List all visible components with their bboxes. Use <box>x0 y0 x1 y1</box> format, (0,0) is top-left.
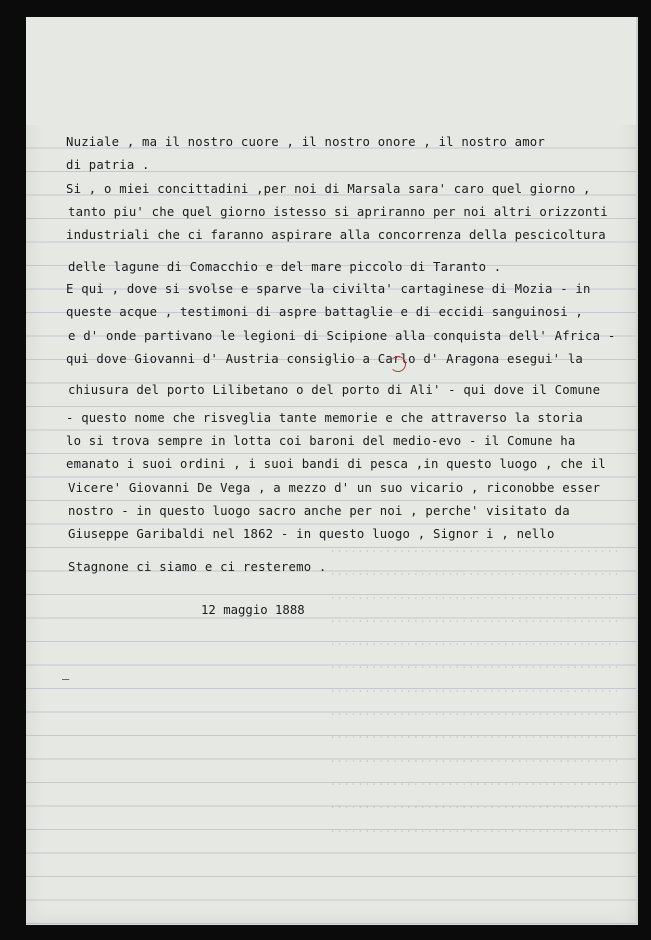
typewritten-page <box>26 17 638 925</box>
margin-dash: – <box>62 672 70 686</box>
text-line: - questo nome che risveglia tante memorie e che attraverso la storia <box>66 411 584 425</box>
document-date: 12 maggio 1888 <box>201 603 305 617</box>
text-line: qui dove Giovanni d' Austria consiglio a Carlo d' Aragona esegui' la <box>66 352 584 366</box>
text-line: tanto piu' che quel giorno istesso si apriranno per noi altri orizzonti <box>68 205 608 219</box>
text-line: emanato i suoi ordini , i suoi bandi di pesca ,in questo luogo , che il <box>66 457 606 471</box>
text-line: Vicere' Giovanni De Vega , a mezzo d' un suo vicario , riconobbe esser <box>68 481 601 495</box>
handwritten-mark <box>390 356 406 372</box>
text-line: chiusura del porto Lilibetano o del porto di Ali' - qui dove il Comune <box>68 383 601 397</box>
text-line: e d' onde partivano le legioni di Scipione alla conquista dell' Africa - <box>68 329 616 343</box>
text-line: Giuseppe Garibaldi nel 1862 - in questo luogo , Signor i , nello <box>68 527 555 541</box>
text-line: Nuziale , ma il nostro cuore , il nostro onore , il nostro amor <box>66 135 546 149</box>
text-line: E qui , dove si svolse e sparve la civilta' cartaginese di Mozia - in <box>66 282 591 296</box>
text-line: di patria . <box>66 158 150 172</box>
text-line: delle lagune di Comacchio e del mare piccolo di Taranto . <box>68 260 502 274</box>
text-line: Si , o miei concittadini ,per noi di Marsala sara' caro quel giorno , <box>66 182 591 196</box>
bleed-through-text: .......................................... .......................................... .......................................... .......................................... .......................................... .......................................... .......................................... .......................................... .......................................... .......................................... .......................................... .......................................... .......................................... <box>329 541 620 835</box>
text-line: lo si trova sempre in lotta coi baroni del medio-evo - il Comune ha <box>66 434 576 448</box>
text-line: nostro - in questo luogo sacro anche per noi , perche' visitato da <box>68 504 570 518</box>
text-line: Stagnone ci siamo e ci resteremo . <box>68 560 327 574</box>
text-line: queste acque , testimoni di aspre battaglie e di eccidi sanguinosi , <box>66 305 584 319</box>
text-line: industriali che ci faranno aspirare alla concorrenza della pescicoltura <box>66 228 606 242</box>
